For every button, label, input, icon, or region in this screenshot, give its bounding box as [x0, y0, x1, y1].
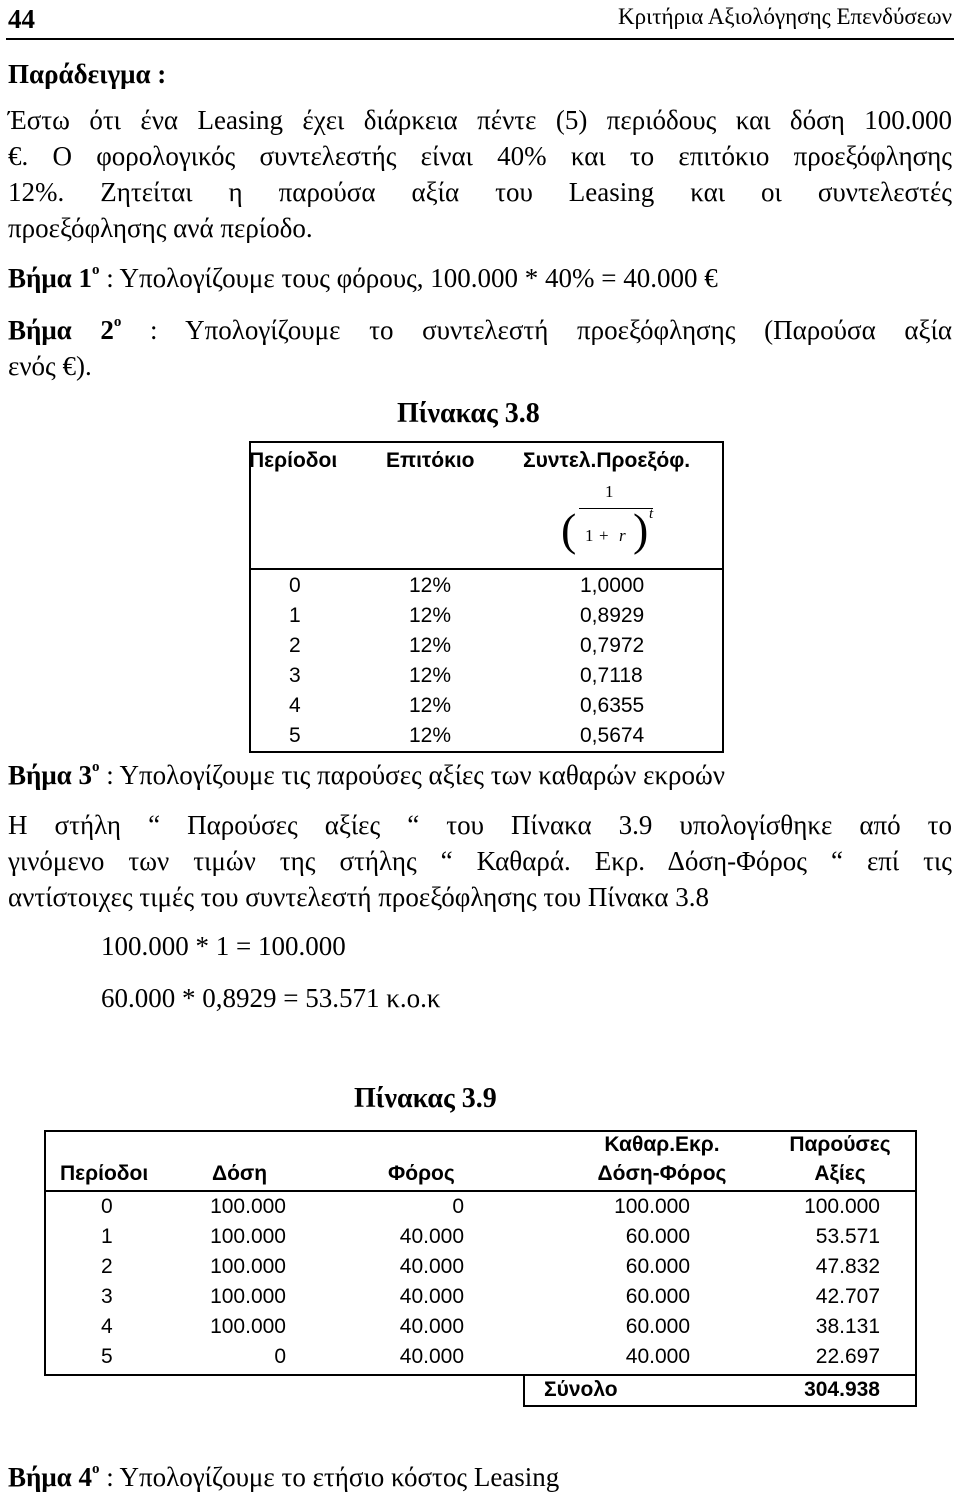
table39-row3-tax: 40.000: [399, 1285, 464, 1308]
table39-right-rule: [915, 1130, 917, 1407]
table39: [44, 1130, 917, 1407]
table39-left-rule: [44, 1130, 46, 1376]
calc-line-2: 60.000 * 0,8929 = 53.571 κ.ο.κ: [101, 983, 441, 1013]
table39-row1-period: 1: [101, 1225, 113, 1248]
table39-row5-installment: 0: [274, 1345, 286, 1368]
intro-line-2: €. Ο φορολογικός συντελεστής είναι 40% και το επιτόκιο προεξόφλησης: [8, 141, 952, 171]
table39-row0-tax: 0: [452, 1195, 464, 1218]
formula-numerator: 1: [605, 482, 614, 501]
table39-header-pv-1: Παρούσες: [789, 1133, 891, 1156]
table39-total-label: Σύνολο: [544, 1378, 618, 1401]
table38: [249, 441, 724, 753]
table39-row0-net: 100.000: [614, 1195, 690, 1218]
calc-line-1: 100.000 * 1 = 100.000: [101, 931, 346, 961]
formula-plus: +: [599, 526, 609, 545]
step-4: [8, 1459, 559, 1495]
table38-row4-factor: 0,6355: [580, 694, 645, 717]
table38-row2-period: 2: [289, 634, 301, 657]
paragraph-line-3: αντίστοιχες τιμές του συντελεστή προεξόφλησης του Πίνακα 3.8: [8, 882, 710, 912]
table38-row2-rate: 12%: [409, 634, 452, 657]
table39-header-pv-2: Αξίες: [814, 1162, 866, 1185]
table38-row1-period: 1: [289, 604, 301, 627]
step-4-text: : Υπολογίζουμε το ετήσιο κόστος Leasing: [99, 1462, 560, 1492]
paragraph-line-1: Η στήλη “ Παρούσες αξίες “ του Πίνακα 3.9 υπολογίσθηκε από το: [8, 810, 952, 840]
table39-row5-net: 40.000: [625, 1345, 690, 1368]
paragraph-line-2: γινόμενο των τιμών της στήλης “ Καθαρά. Εκρ. Δόση-Φόρος “ επί τις: [8, 846, 952, 876]
table39-header-installment: Δόση: [212, 1162, 268, 1185]
header-rule: [6, 38, 954, 40]
table38-row4-period: 4: [289, 694, 301, 717]
table38-row3-factor: 0,7118: [580, 664, 643, 687]
table39-header-net-2: Δόση-Φόρος: [597, 1162, 727, 1185]
table38-header-factor: Συντελ.Προεξόφ.: [523, 449, 691, 472]
table38-row2-factor: 0,7972: [580, 634, 645, 657]
table38-row5-rate: 12%: [409, 724, 452, 747]
step-2-sup: ο: [113, 314, 122, 330]
table38-row3-period: 3: [289, 664, 301, 687]
step-2-label: Βήμα 2: [8, 315, 114, 345]
table39-row4-net: 60.000: [625, 1315, 690, 1338]
table39-row2-installment: 100.000: [210, 1255, 286, 1278]
table39-header-net-1: Καθαρ.Εκρ.: [604, 1133, 720, 1156]
table39-row2-pv: 47.832: [815, 1255, 880, 1278]
table38-top-rule: [249, 441, 724, 443]
table38-row1-factor: 0,8929: [580, 604, 645, 627]
formula-den-left: 1: [585, 526, 594, 545]
step-3-label: Βήμα 3: [8, 760, 92, 790]
table39-row3-installment: 100.000: [210, 1285, 286, 1308]
step-4-sup: ο: [91, 1461, 100, 1477]
step-4-label: Βήμα 4: [8, 1462, 92, 1492]
table39-row2-period: 2: [101, 1255, 113, 1278]
table38-header-rate: Επιτόκιο: [386, 449, 475, 472]
table39-row3-pv: 42.707: [815, 1285, 880, 1308]
table39-row5-pv: 22.697: [815, 1345, 880, 1368]
table38-row0-rate: 12%: [409, 574, 452, 597]
step-1-text: : Υπολογίζουμε τους φόρους, 100.000 * 40% = 40.000 €: [99, 263, 718, 293]
table38-row4-rate: 12%: [409, 694, 452, 717]
table39-row2-net: 60.000: [625, 1255, 690, 1278]
formula-den-right: r: [619, 526, 626, 545]
table39-row5-period: 5: [101, 1345, 113, 1368]
step-1-sup: ο: [91, 262, 100, 278]
table39-row4-period: 4: [101, 1315, 113, 1338]
table39-row4-pv: 38.131: [815, 1315, 880, 1338]
table38-bottom-rule: [249, 751, 724, 753]
step-3-text: : Υπολογίζουμε τις παρούσες αξίες των καθαρών εκροών: [99, 760, 726, 790]
table38-row5-factor: 0,5674: [580, 724, 645, 747]
table39-caption: Πίνακας 3.9: [354, 1083, 497, 1114]
table39-total-left-rule: [523, 1374, 525, 1407]
table39-row0-period: 0: [101, 1195, 113, 1218]
table39-row3-net: 60.000: [625, 1285, 690, 1308]
table38-caption: Πίνακας 3.8: [397, 398, 540, 429]
step-3: [8, 757, 725, 793]
table39-row2-tax: 40.000: [399, 1255, 464, 1278]
step-2: [8, 312, 952, 348]
running-title: Κριτήρια Αξιολόγησης Επενδύσεων: [618, 4, 952, 29]
step-2-text: : Υπολογίζουμε το συντελεστή προεξόφλησης (Παρούσα αξία: [121, 315, 952, 345]
table39-header-tax: Φόρος: [388, 1162, 455, 1185]
step-1-label: Βήμα 1: [8, 263, 92, 293]
table39-row1-pv: 53.571: [815, 1225, 880, 1248]
table38-row5-period: 5: [289, 724, 301, 747]
table38-header-rule: [249, 568, 724, 570]
table39-row4-tax: 40.000: [399, 1315, 464, 1338]
table39-total-bottom-rule: [523, 1405, 917, 1407]
step-1: [8, 260, 718, 296]
intro-line-3: 12%. Ζητείται η παρούσα αξία του Leasing και οι συντελεστές: [8, 177, 952, 207]
example-title: Παράδειγμα :: [8, 59, 167, 89]
step-2-continuation: ενός €).: [8, 351, 92, 381]
table39-row1-tax: 40.000: [399, 1225, 464, 1248]
step-3-sup: ο: [91, 759, 100, 775]
table39-row4-installment: 100.000: [210, 1315, 286, 1338]
table38-left-rule: [249, 441, 251, 753]
discount-formula: [561, 481, 671, 565]
intro-line-4: προεξόφλησης ανά περίοδο.: [8, 213, 313, 243]
table39-row1-installment: 100.000: [210, 1225, 286, 1248]
table38-row1-rate: 12%: [409, 604, 452, 627]
table39-row1-net: 60.000: [625, 1225, 690, 1248]
table39-header-period: Περίοδοι: [60, 1162, 149, 1185]
table39-row3-period: 3: [101, 1285, 113, 1308]
table38-row0-factor: 1,0000: [580, 574, 645, 597]
formula-right-paren: ): [633, 504, 649, 555]
table39-row5-tax: 40.000: [399, 1345, 464, 1368]
table39-total-value: 304.938: [804, 1378, 880, 1401]
formula-exponent: t: [649, 506, 654, 522]
table38-header-period: Περίοδοι: [249, 449, 338, 472]
table38-row3-rate: 12%: [409, 664, 452, 687]
table39-row0-installment: 100.000: [210, 1195, 286, 1218]
table39-row0-pv: 100.000: [804, 1195, 880, 1218]
page-number: 44: [8, 4, 35, 34]
table38-row0-period: 0: [289, 574, 301, 597]
table38-right-rule: [722, 441, 724, 753]
formula-left-paren: (: [561, 504, 577, 555]
intro-line-1: Έστω ότι ένα Leasing έχει διάρκεια πέντε (5) περιόδους και δόση 100.000: [8, 105, 952, 135]
